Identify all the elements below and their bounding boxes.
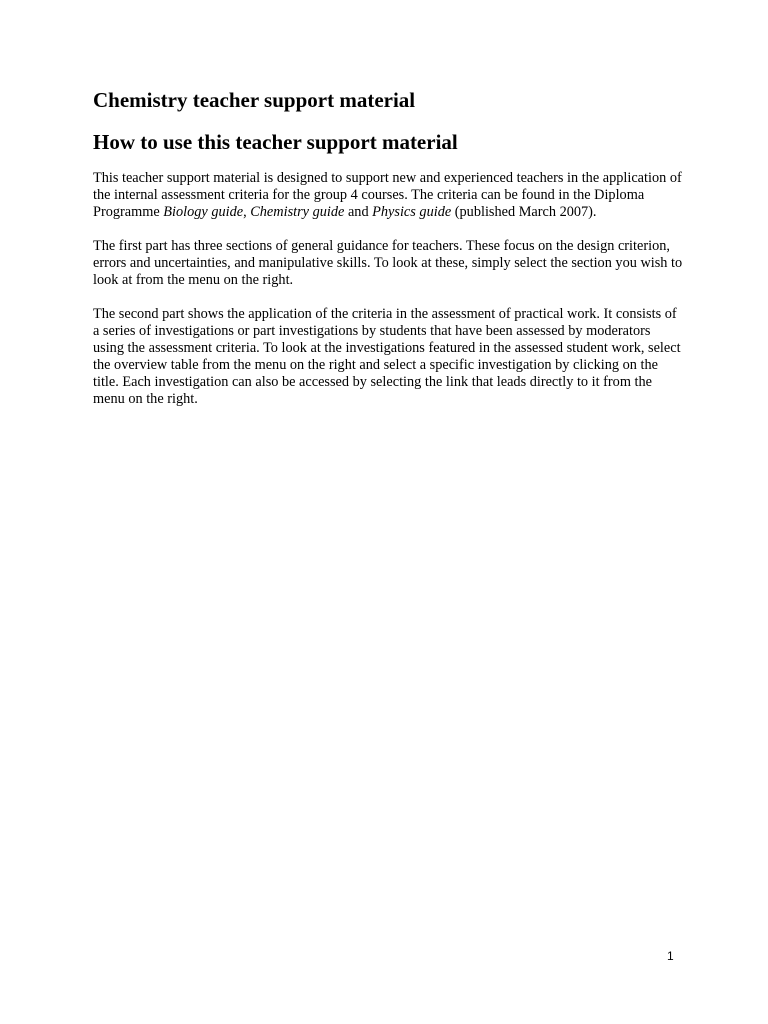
- separator-and: and: [344, 204, 373, 220]
- physics-guide-title: Physics guide: [372, 204, 452, 220]
- biology-guide-title: Biology guide: [163, 204, 244, 220]
- document-page: [93, 86, 683, 425]
- intro-paragraph: [93, 170, 683, 221]
- intro-text-end: (published March 2007).: [451, 204, 597, 220]
- second-part-paragraph: The second part shows the application of the criteria in the assessment of practical work. It consists of a series of investigations or part investigations by students that have been assessed by moderators using the assessment criteria. To look at the investigations featured in the assessed student work, select the overview table from the menu on the right and select a specific investigation by clicking on the title. Each investigation can also be accessed by selecting the link that leads directly to it from the menu on the right.: [93, 306, 681, 407]
- intro-text-start: This teacher support material is designed to support new and experienced teachers in the application of the internal assessment criteria for the group 4 courses. The criteria can be found in the Diploma Programme: [93, 170, 682, 220]
- page-number: 1: [667, 949, 674, 963]
- separator-comma: ,: [243, 204, 251, 220]
- document-title: Chemistry teacher support material: [93, 88, 416, 112]
- chemistry-guide-title: Chemistry guide: [250, 204, 345, 220]
- section-heading: How to use this teacher support material: [93, 130, 458, 154]
- first-part-paragraph: The first part has three sections of general guidance for teachers. These focus on the design criterion, errors and uncertainties, and manipulative skills. To look at these, simply select the section you wish to look at from the menu on the right.: [93, 238, 683, 288]
